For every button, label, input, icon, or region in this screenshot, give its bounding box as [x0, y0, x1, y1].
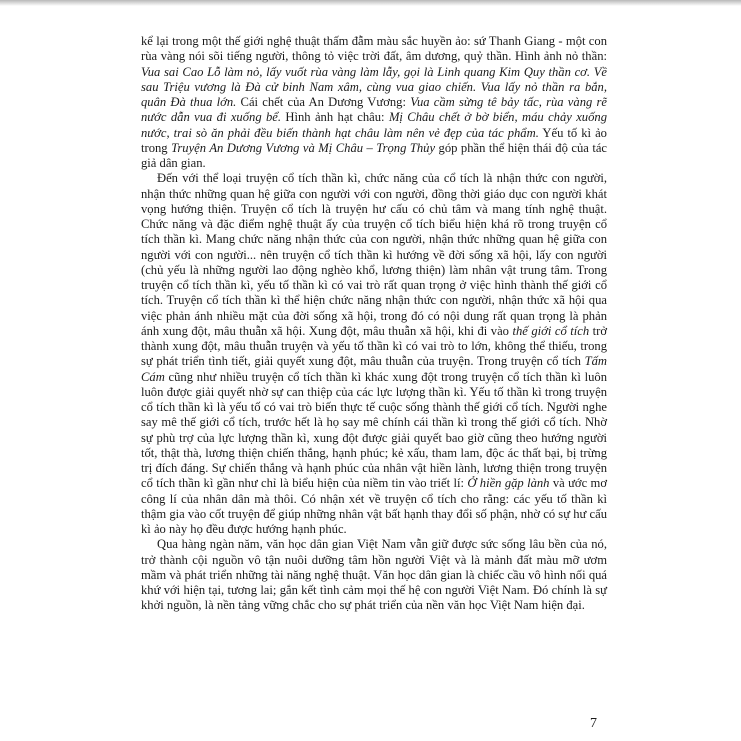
text-run: Yếu tố kì ảo trong — [141, 125, 607, 155]
paragraph-1 — [141, 34, 607, 171]
paragraph-3 — [141, 537, 607, 613]
text-run: kể lại trong một thế giới nghệ thuật thấm đẫm màu sắc huyền ảo: sứ Thanh Giang - một con rùa vàng nói sõi tiếng người, thông tỏ việc trời đất, âm dương, quỷ thần. Hình ảnh nỏ thần: — [141, 34, 607, 64]
text-run: Đến với thể loại truyện cổ tích thần kì, chức năng của cổ tích là nhận thức con người, nhận thức những quan hệ giữa con người với con người, đồng thời giáo dục con người khát vọng hướng thiện. Truyện cổ tích là truyện hư cấu có chủ tâm và mang tính nghệ thuật. Chức năng và đặc điểm nghệ thuật ấy của truyện cổ tích biểu hiện khá rõ trong truyện cổ tích thần kì. Mang chức năng nhận thức của con người, nhận thức những quan hệ giữa con người với con người... nên truyện cổ tích thần kì hướng về đời sống xã hội, lấy con người (chủ yếu là những người lao động nghèo khổ, lương thiện) làm nhân vật trung tâm. Trong truyện cổ tích thần kì, yếu tố thần kì có vai trò rất quan trọng ở việc hình thành thế giới cổ tích. Truyện cổ tích thần kì thể hiện chức năng nhận thức con người, nhận thức xã hội qua việc phản ánh nhiều mặt của đời sống xã hội, trong đó có nội dung rất quan trọng là phản ánh xung đột, mâu thuẫn xã hội. Xung đột, mâu thuẫn xã hội, khi đi vào — [141, 171, 607, 338]
italic-text-run: Vua sai Cao Lỗ làm nỏ, lấy vuốt rùa vàng làm lẫy, gọi là Linh quang Kim Quy thần cơ. Về sau Triệu vương là Đà cử binh Nam xâm, cùng vua giao chiến. Vua lấy nỏ thần ra bắn, quân Đà thua lớn. — [141, 64, 607, 109]
text-run: góp phần thể hiện thái độ của tác giả dân gian. — [141, 140, 608, 170]
text-run: Qua hàng ngàn năm, văn học dân gian Việt Nam vẫn giữ được sức sống lâu bền của nó, trở thành cội nguồn vô tận nuôi dưỡng tâm hồn người Việt và là mảnh đất màu mỡ ươm mầm và phát triển những tài năng nghệ thuật. Văn học dân gian là chiếc cầu vô hình nối quá khứ với hiện tại, tương lai; gắn kết tình cảm mọi thế hệ con người Việt Nam. Đó chính là sự khởi nguồn, là nền tảng vững chắc cho sự phát triển của nền văn học Việt Nam hiện đại. — [141, 537, 607, 613]
text-run: trở thành xung đột, mâu thuẫn truyện và yếu tố thần kì có vai trò to lớn, không thể thiếu, trong sự phát triển tình tiết, giải quyết xung đột, mâu thuẫn của truyện. Trong truyện cổ tích — [141, 323, 607, 369]
italic-text-run: Ở hiền gặp lành — [467, 476, 550, 491]
italic-text-run: Mị Châu chết ở bờ biển, máu chảy xuống nước, trai sò ăn phải đều biến thành hạt châu làm nên vẻ đẹp của tác phẩm. — [141, 110, 607, 140]
text-run: và ước mơ công lí của nhân dân mà thôi. Có nhận xét về truyện cổ tích cho rằng: các yếu tố thần kì thậm gia vào cốt truyện để giúp những nhân vật bất hạnh thay đổi số phận, nhờ có sự hư cấu kì ảo này họ đều được hướng hạnh phúc. — [141, 476, 607, 536]
italic-text-run: Vua cầm sừng tê bảy tấc, rùa vàng rẽ nước dẫn vua đi xuống bể. — [141, 95, 608, 125]
italic-text-run: Truyện An Dương Vương và Mị Châu – Trọng Thủy — [171, 140, 436, 155]
top-edge-shadow — [0, 0, 741, 6]
paragraph-2 — [141, 171, 607, 537]
page-body — [141, 34, 607, 614]
page-number: 7 — [590, 716, 597, 731]
text-run: Cái chết của An Dương Vương: — [236, 95, 411, 109]
text-run: Hình ảnh hạt châu: — [281, 110, 389, 125]
italic-text-run: Tấm Cám — [141, 354, 607, 384]
italic-text-run: thế giới cổ tích — [512, 323, 590, 338]
text-run: cũng như nhiều truyện cổ tích thần kì khác xung đột trong truyện cổ tích thần kì luôn luôn được giải quyết nhờ sự can thiệp của các lực lượng thần kì. Yếu tố thần kì trong truyện cổ tích thần kì là yếu tố có vai trò biến thực tế cuộc sống thành thế giới cổ tích. Người nghe say mê thế giới cổ tích, trước hết là họ say mê chính cái thần kì trong thế giới cổ tích. Nhờ sự phù trợ của lực lượng thần kì, xung đột được giải quyết bao giờ cũng theo hướng người tốt, thật thà, lương thiện chiến thắng, hạnh phúc; kẻ xấu, tham lam, độc ác thất bại, bị trừng trị đích đáng. Sự chiến thắng và hạnh phúc của nhân vật hiền lành, lương thiện trong truyện cổ tích thần kì gần như chỉ là biểu hiện của niềm tin vào triết lí: — [141, 369, 607, 491]
